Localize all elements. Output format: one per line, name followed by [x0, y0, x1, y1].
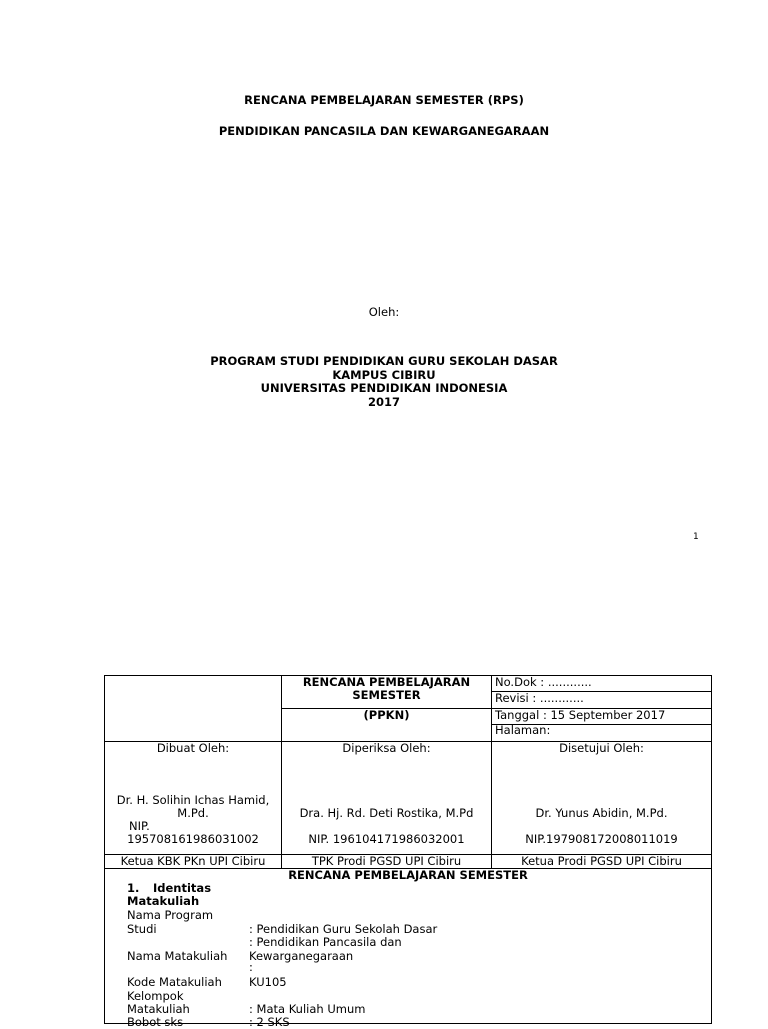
prodi-label-line1: Nama Program [127, 908, 214, 922]
approved-by-nip: NIP.197908172008011019 [525, 832, 678, 846]
identity-heading-line1: Identitas [153, 881, 212, 895]
approved-by-role: Ketua Prodi PGSD UPI Cibiru [492, 855, 712, 869]
institution-program: PROGRAM STUDI PENDIDIKAN GURU SEKOLAH DASAR [210, 354, 558, 368]
course-code-value: KU105 [249, 975, 287, 989]
no-dok: No.Dok : ............ [492, 676, 712, 692]
institution-university: UNIVERSITAS PENDIDIKAN INDONESIA [260, 381, 508, 395]
identity-section-title: RENCANA PEMBELAJARAN SEMESTER [288, 868, 528, 882]
identity-section [105, 868, 711, 1029]
credit-weight-label: Bobot sks [127, 1015, 184, 1029]
rps-title-line1: RENCANA PEMBELAJARAN [302, 675, 471, 689]
made-by-label: Dibuat Oleh: [156, 741, 230, 755]
course-code-colon: : [249, 960, 253, 974]
approved-by-cell [492, 742, 712, 855]
institution-campus: KAMPUS CIBIRU [332, 367, 436, 382]
logo-cell [105, 676, 282, 742]
course-group-label-line1: Kelompok [127, 989, 184, 1003]
page-number: 1 [693, 532, 699, 542]
checked-by-name: Dra. Hj. Rd. Deti Rostika, M.Pd [299, 806, 474, 820]
course-name-value-line1: : Pendidikan Pancasila dan [249, 935, 402, 949]
identity-cell [105, 868, 712, 1029]
rps-title-line2: SEMESTER [352, 688, 421, 702]
checked-by-role: TPK Prodi PGSD UPI Cibiru [282, 855, 492, 869]
approved-by-label: Disetujui Oleh: [559, 741, 644, 755]
made-by-name: Dr. H. Solihin Ichas Hamid, M.Pd. [116, 793, 270, 820]
made-by-nip: 195708161986031002 [127, 832, 259, 846]
identity-heading-line2: Matakuliah [127, 894, 200, 908]
by-label: Oleh: [368, 305, 400, 319]
prodi-value: : Pendidikan Guru Sekolah Dasar [249, 922, 438, 936]
prodi-label-line2: Studi [127, 922, 157, 936]
institution-block [0, 355, 768, 409]
rps-title-cell [282, 676, 492, 709]
checked-by-cell [282, 742, 492, 855]
course-code: (PPKN) [282, 709, 492, 742]
identity-heading-num: 1. [127, 881, 140, 895]
checked-by-nip: NIP. 196104171986032001 [308, 832, 465, 846]
course-name-value-line2: Kewarganegaraan [249, 949, 354, 963]
course-title: PENDIDIKAN PANCASILA DAN KEWARGANEGARAAN [218, 124, 550, 138]
course-name-label: Nama Matakuliah [127, 949, 228, 963]
course-code-label: Kode Matakuliah [127, 975, 222, 989]
approved-by-name: Dr. Yunus Abidin, M.Pd. [535, 806, 668, 820]
institution-year: 2017 [367, 394, 400, 409]
course-group-value: : Mata Kuliah Umum [249, 1002, 366, 1016]
document-title: RENCANA PEMBELAJARAN SEMESTER (RPS) [244, 93, 524, 107]
halaman: Halaman: [492, 725, 712, 742]
checked-by-label: Diperiksa Oleh: [342, 741, 431, 755]
made-by-nip-label: NIP. [129, 819, 150, 833]
revisi: Revisi : ............ [492, 692, 712, 709]
rps-header-table [104, 675, 712, 1029]
course-group-label-line2: Matakuliah [127, 1002, 190, 1016]
tanggal: Tanggal : 15 September 2017 [492, 709, 712, 725]
made-by-role: Ketua KBK PKn UPI Cibiru [105, 855, 282, 869]
credit-weight-value: : 2 SKS [249, 1015, 290, 1029]
made-by-cell [105, 742, 282, 855]
